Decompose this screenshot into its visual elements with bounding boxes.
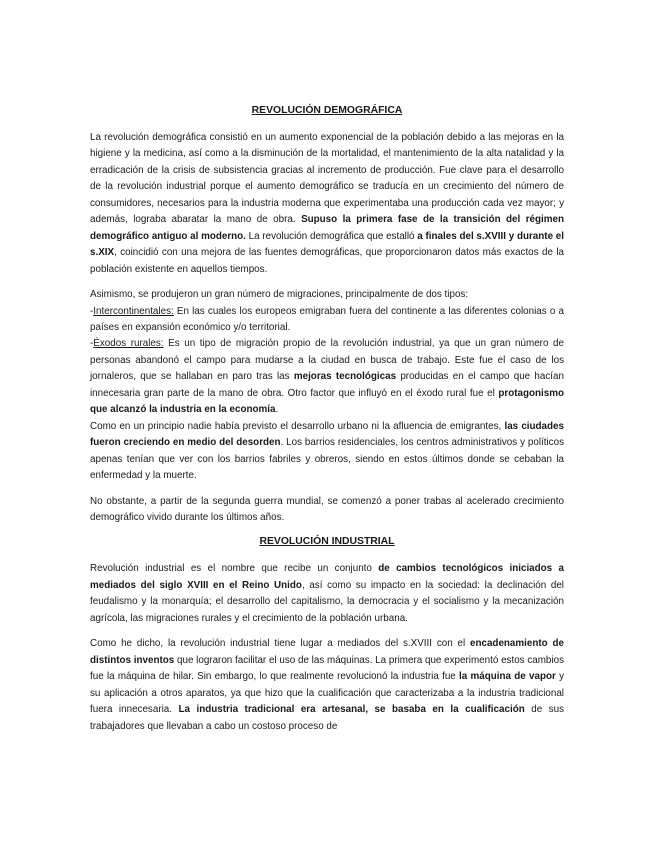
text-run: Como he dicho, la revolución industrial tiene lugar a mediados del s.XVIII con el bbox=[90, 638, 470, 650]
bold-text-run: a finales del s.XVIII y durante el s.XIX bbox=[90, 230, 565, 259]
underlined-text-run: Intercontinentales: bbox=[93, 305, 174, 317]
text-run: - bbox=[90, 338, 94, 350]
text-run: y su aplicación a otros aparatos, ya que hizo que la cualificación que caracterizaba a la industria tradicional fuera innecesaria. bbox=[90, 671, 564, 716]
text-run: . Los barrios residenciales, los centros administrativos y políticos apenas tenían que ver con los barrios fabriles y obreros, siendo en estos últimos donde se cebaban la enfermedad y la muerte. bbox=[90, 437, 564, 482]
text-run: Es un tipo de migración propio de la revolución industrial, ya que un gran número de personas abandonó el campo para mudarse a la ciudad en busca de trabajo. Este fue el caso de los jornaleros, que se hallaban en paro tras las bbox=[90, 338, 564, 383]
section-title-industrial: REVOLUCIÓN INDUSTRIAL bbox=[259, 536, 395, 548]
bold-text-run: protagonismo que alcanzó la industria en la economía bbox=[90, 387, 564, 416]
text-run: de sus trabajadores que llevaban a cabo un costoso proceso de bbox=[90, 704, 564, 732]
bold-text-run: encadenamiento de distintos inventos bbox=[90, 638, 564, 666]
text-run: producidas en el campo que hacían innecesaria gran parte de la mano de obra. Otro factor que influyó en el éxodo rural fue el bbox=[90, 371, 564, 399]
bold-text-run: La industria tradicional era artesanal, se basaba en la cualificación bbox=[178, 704, 525, 716]
text-run: Como en un principio nadie había previsto el desarrollo urbano ni la afluencia de emigrantes, bbox=[90, 420, 505, 432]
paragraph-intro-demografica bbox=[90, 130, 564, 278]
bold-text-run: de cambios tecnológicos iniciados a mediados del siglo XVIII en el Reino Unido bbox=[90, 563, 565, 591]
text-run: Asimismo, se produjeron un gran número de migraciones, principalmente de dos tipos: bbox=[90, 289, 469, 301]
text-run: , así como su impacto en la sociedad: la declinación del feudalismo y la monarquía; el desarrollo del capitalismo, la democracia y el socialismo y la mecanización agrícola, las migraciones rurales y el crecimiento de la población urbana. bbox=[90, 579, 564, 624]
text-run: - bbox=[90, 305, 94, 317]
text-run: Revolución industrial es el nombre que recibe un conjunto bbox=[90, 563, 379, 575]
paragraph-intercontinentales bbox=[90, 304, 564, 337]
section-title-demografica: REVOLUCIÓN DEMOGRÁFICA bbox=[251, 105, 403, 116]
paragraph-migraciones bbox=[90, 287, 564, 303]
bold-text-run: las ciudades fueron creciendo en medio del desorden bbox=[90, 420, 564, 449]
bold-text-run: la máquina de vapor bbox=[459, 671, 556, 683]
text-run: que lograron facilitar el uso de las máquinas. La primera que experimentó estos cambios fue la máquina de hilar. Sin embargo, lo que realmente revolucionó la industria fue bbox=[90, 654, 564, 683]
text-run: La revolución demográfica que estalló bbox=[245, 230, 418, 242]
document-body bbox=[90, 104, 564, 744]
bold-text-run: Supuso la primera fase de la transición del régimen demográfico antiguo al moderno. bbox=[90, 214, 565, 242]
paragraph-exodos-rurales bbox=[90, 336, 564, 418]
bold-text-run: mejoras tecnológicas bbox=[293, 371, 397, 383]
text-run: . bbox=[275, 404, 279, 416]
paragraph-inventos bbox=[90, 636, 564, 735]
paragraph-intro-industrial bbox=[90, 561, 564, 627]
paragraph-segunda-guerra bbox=[90, 494, 564, 527]
text-run: , coincidió con una mejora de las fuentes demográficas, que proporcionaron datos más exactos de la población existente en aquellos tiempos. bbox=[90, 247, 564, 275]
paragraph-desarrollo-urbano bbox=[90, 419, 564, 485]
text-run: En las cuales los europeos emigraban fuera del continente a las diferentes colonias o a países en expansión económico y/o territorial. bbox=[90, 305, 564, 333]
text-run: No obstante, a partir de la segunda guerra mundial, se comenzó a poner trabas al acelerado crecimiento demográfico vivido durante los últimos años. bbox=[90, 495, 564, 523]
underlined-text-run: Éxodos rurales: bbox=[93, 338, 164, 350]
text-run: La revolución demográfica consistió en un aumento exponencial de la población debido a las mejoras en la higiene y la medicina, así como a la disminución de la mortalidad, el mantenimiento de la alta natalidad y la erradicación de la crisis de subsistencia gracias al incremento de producción. Fue clave para el desarrollo de la revolución industrial porque el aumento demográfico se traducía en un crecimiento del número de consumidores, necesarios para la industria moderna que experimentaba una producción cada vez mayor; y además, lograba abaratar la mano de obra. bbox=[90, 132, 564, 226]
